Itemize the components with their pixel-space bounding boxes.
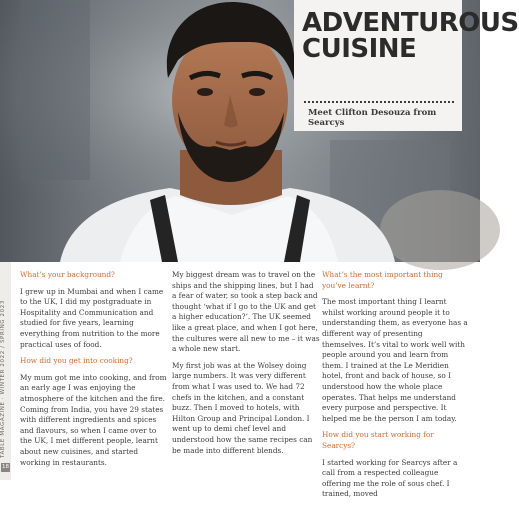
answer-paragraph: My mum got me into cooking, and from an early age I was enjoying the atmosphere of the kitchen and the fire. Coming from India, you have 29 states with different ingredients and spices and flavours, so when I came over to the UK, I met different people, learnt about new cuisines, and started working in restaurants. xyxy=(20,372,167,467)
page-number: 18 xyxy=(2,464,9,470)
magazine-issue-label: TABLE MAGAZINE · WINTER 2022 / SPRING 2023 xyxy=(0,300,6,458)
article-column-2 xyxy=(172,270,320,462)
answer-paragraph: I grew up in Mumbai and when I came to the UK, I did my postgraduate in Hospitality and Communication and studied for five years, learning everything from nutrition to the more practical uses of food. xyxy=(20,286,164,349)
answer-paragraph: My biggest dream was to travel on the ships and the shipping lines, but I had a fear of water, so took a step back and thought ‘what if I go to the UK and get a higher education?’. The UK seemed like a great place, and when I got here, the cultures were all new to me – it was a whole new start. xyxy=(172,270,320,354)
answer-paragraph: The most important thing I learnt whilst working around people it to understanding them, as everyone has a different way of presenting themselves. It’s vital to work well with people around you and learn from them. I trained at the Le Meridien hotel, front and back of house, so I understood how the whole place operates. That helps me understand every purpose and perspective. It helped me be the person I am today. xyxy=(322,297,468,423)
article-subtitle: Meet Clifton Desouza from Searcys xyxy=(308,108,437,128)
article-title xyxy=(302,10,519,62)
title-panel xyxy=(294,0,519,131)
article-column-1 xyxy=(20,270,168,474)
title-line-1: ADVENTUROUS xyxy=(302,8,519,38)
question-heading: What’s your background? xyxy=(20,270,115,279)
question-heading: How did you get into cooking? xyxy=(20,356,133,366)
question-heading: What’s the most important thing you’ve learnt? xyxy=(322,270,443,290)
dotted-divider xyxy=(304,101,454,103)
question-heading: How did you start working for Searcys? xyxy=(322,430,434,450)
answer-paragraph: I started working for Searcys after a call from a respected colleague offering me the role of sous chef. I trained, moved xyxy=(322,457,458,499)
title-line-2: CUISINE xyxy=(302,34,417,64)
answer-paragraph: My first job was at the Wolsey doing large numbers. It was very different from what I was used to. We had 72 chefs in the kitchen, and a constant buzz. Then I moved to hotels, with Hilton Group and Principal London. I went up to demi chef level and understood how the same recipes can be made into different blends. xyxy=(172,360,313,455)
article-column-3 xyxy=(322,270,468,506)
